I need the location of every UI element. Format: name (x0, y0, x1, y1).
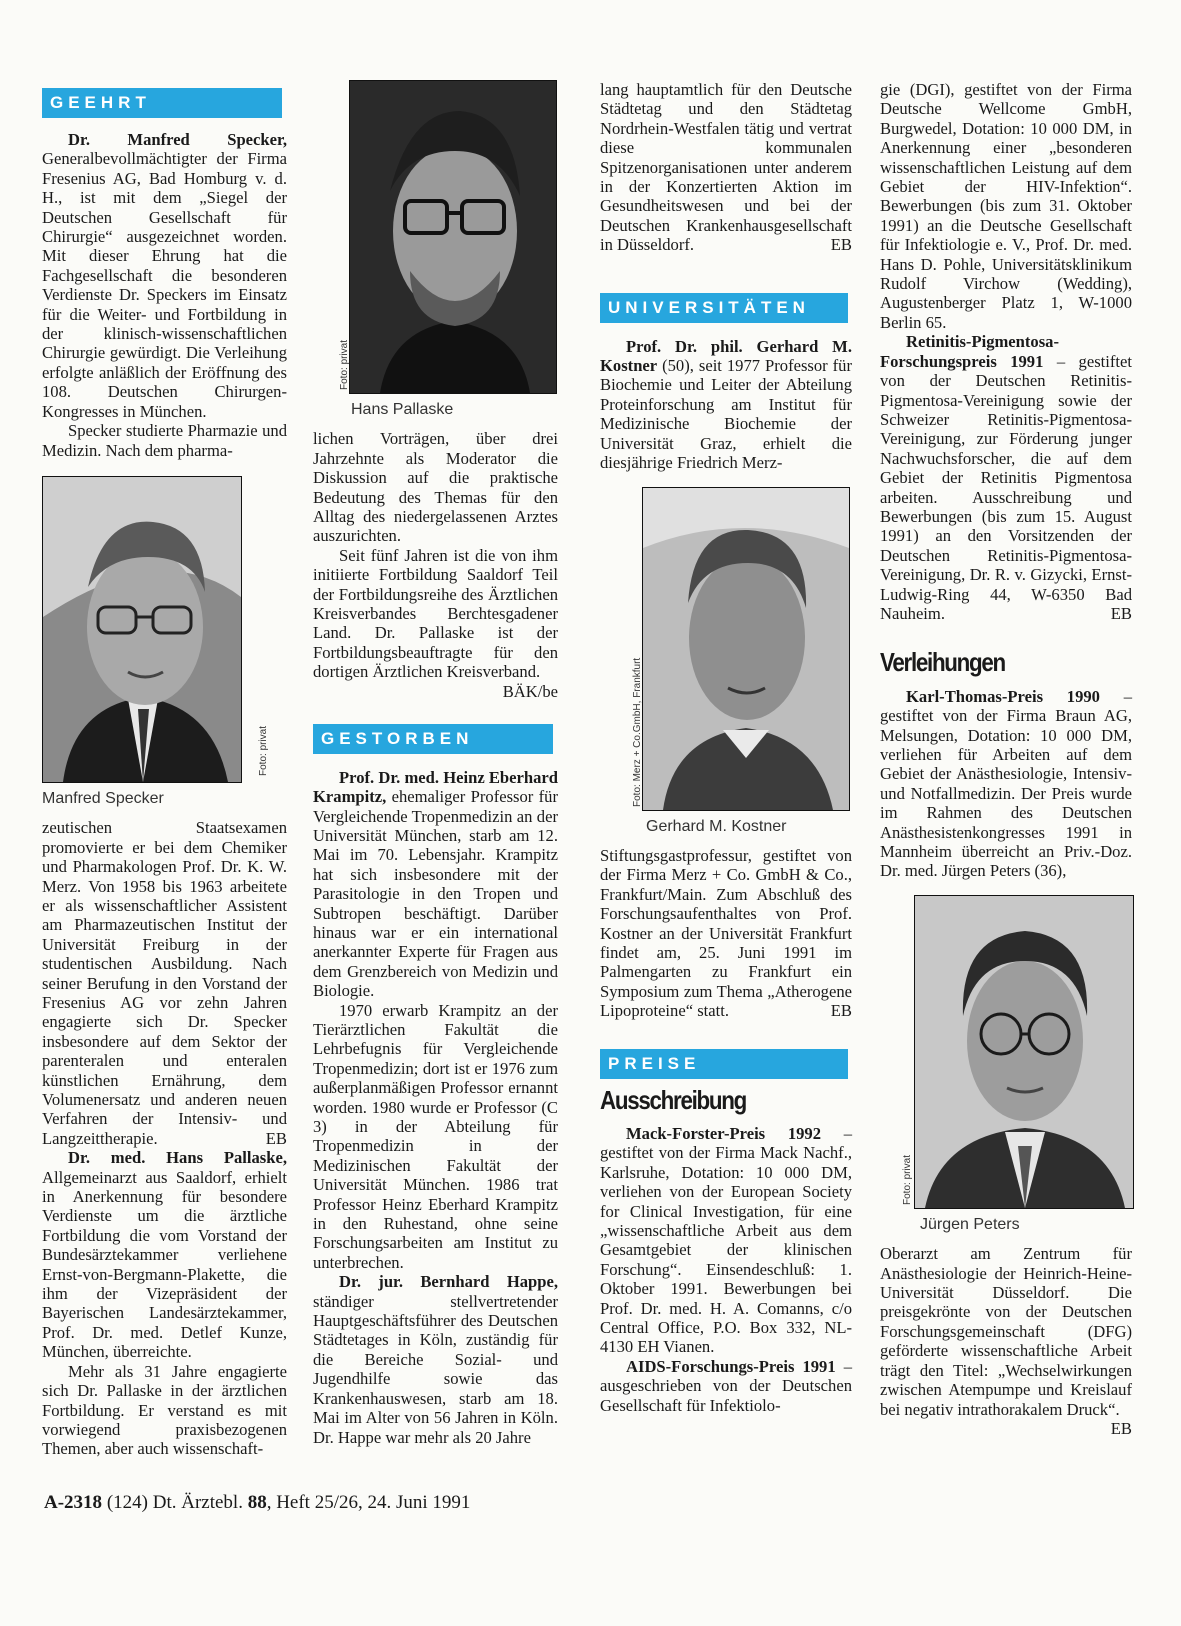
article-text: 1970 erwarb Krampitz an der Tierärztlichen Fakultät die Lehrbefugnis für Vergleichende Tropenmedizin; dort ist er 1976 zum außerplanmäßigen Professor ernannt worden. 1980 wurde er Professor (C 3) in der Abteilung für Tropenmedizin in der Medizinischen Fakultät der Universität München. 1986 trat Professor Heinz Eberhard Krampitz in den Ruhestand, ohne seine Forschungsarbeiten am Institut zu unterbrechen. (313, 1000, 558, 1272)
portrait-image (43, 477, 241, 782)
photo-caption: Gerhard M. Kostner (646, 817, 787, 835)
section-banner-geehrt: GEEHRT (42, 88, 282, 118)
journal-name: (124) Dt. Ärztebl. (106, 1492, 243, 1513)
photo-credit: Foto: privat (258, 725, 269, 776)
column-1 (42, 80, 287, 1459)
photo-block-specker (42, 476, 287, 808)
article-text: – gestiftet von der Deutschen Retinitis-Pigmentosa-Vereinigung sowie der Schweizer Retinitis-Pigmentosa-Vereinigung, zur Förderung junger Nachwuchsforscher, die auf dem Gebiet der Retinitis Pigmentosa arbeiten. Ausschreibung und Bewerbungen (bis zum 15. August 1991) an den Vorsitzenden der Deutschen Retinitis-Pigmentosa-Vereinigung, Dr. R. v. Gizycki, Ernst-Ludwig-Ring 44, W-6350 Bad Nauheim. (880, 351, 1133, 623)
article-pallaske (42, 1148, 287, 1361)
portrait-image (915, 896, 1133, 1208)
portrait-photo-kostner (642, 487, 850, 811)
photo-credit: Foto: privat (339, 339, 350, 390)
prize-name: Mack-Forster-Preis 1992 (626, 1123, 822, 1143)
portrait-photo-peters (914, 895, 1134, 1209)
column-2 (313, 80, 558, 1447)
article-text: Specker studierte Pharmazie und Medizin. Nach dem pharma- (42, 421, 287, 460)
person-name: Dr. jur. Bernhard Happe, (339, 1272, 558, 1292)
photo-caption: Hans Pallaske (351, 401, 454, 418)
page-number: A-2318 (44, 1492, 103, 1513)
article-text: Mehr als 31 Jahre engagierte sich Dr. Pallaske in der ärztlichen Fortbildung. Er verstand es mit vorwiegend praxisbezogenen Themen, aber auch wissenschaft- (42, 1361, 287, 1459)
article-text: zeutischen Staatsexamen promovierte er bei dem Chemiker und Pharmakologen Prof. Dr. K. W. Merz. Von 1958 bis 1963 arbeitete er als wissenschaftlicher Assistent am Pharmazeutischen Institut der Universität Freiburg in der studentischen Ausbildung. Nach seiner Berufung in den Vorstand der Fresenius AG vor zehn Jahren engagierte sich Dr. Specker insbesondere auf dem Sektor der parenteralen und enteralen künstlichen Ernährung, dem Volumenersatz und anderen neuen Verfahren der Intensiv- und Langzeittherapie. (42, 818, 287, 1148)
article-krampitz (313, 768, 558, 1001)
article-text (600, 80, 852, 255)
article-text: ehemaliger Professor für Vergleichende Tropenmedizin an der Universität München, starb am 12. Mai im 70. Lebensjahr. Krampitz hat sich insbesondere mit der Parasitologie in den Tropen und Subtropen beschäftigt. Darüber hinaus war er ein international anerkannter Experte für Fragen aus dem Grenzbereich von Medizin und Biologie. (313, 787, 558, 1001)
article-specker (42, 130, 287, 421)
photo-block-pallaske (313, 80, 558, 419)
author-signature: EB (830, 1001, 852, 1021)
person-name: Dr. med. Hans Pallaske, (68, 1148, 287, 1168)
subheading-verleihungen: Verleihungen (880, 647, 1005, 678)
prize-mack-forster (600, 1124, 852, 1357)
prize-name: Karl-Thomas-Preis 1990 (906, 686, 1100, 706)
portrait-photo-specker (42, 476, 242, 783)
portrait-photo-pallaske (349, 80, 557, 394)
article-text (880, 80, 1132, 332)
article-text: Stiftungsgastprofessur, gestiftet von der Firma Merz + Co. GmbH & Co., Frankfurt/Main. Zum Abschluß des Forschungsaufenthaltes von Prof. Kostner an der Universität Frankfurt findet am, 25. Juni 1991 im Palmengarten zu Frankfurt ein Symposium zum Thema „Atherogene Lipoproteine“ statt. (600, 845, 852, 1021)
column-4 (880, 80, 1132, 1438)
author-signature: BÄK/be (502, 681, 558, 701)
article-text (880, 1244, 1132, 1438)
author-signature: EB (1110, 603, 1132, 623)
prize-name: Retinitis-Pigmentosa-Forschungspreis 1991 (880, 332, 1060, 371)
article-text: (50), seit 1977 Professor für Biochemie und Leiter der Abteilung Proteinforschung am Institut für Medizinische Biochemie der Universität Graz, erhielt die diesjährige Friedrich Merz- (600, 356, 852, 473)
issue-info: , Heft 25/26, 24. Juni 1991 (266, 1492, 471, 1513)
prize-aids (600, 1357, 852, 1415)
author-signature: EB (830, 235, 852, 255)
article-text: Oberarzt am Zentrum für Anästhesiologie der Heinrich-Heine-Universität Düsseldorf. Die preisgekrönte von der Deutschen Forschungsgemeinschaft (DFG) geförderte wissenschaftliche Arbeit trägt den Titel: „Wechselwirkungen zwischen Atempumpe und Kreislauf bei negativ intrathorakalem Druck“. (880, 1244, 1132, 1419)
article-text: lang hauptamtlich für den Deutsche Städtetag und den Städtetag Nordrhein-Westfalen tätig und vertrat diese kommunalen Spitzenorganisationen unter anderem in der Konzertierten Aktion im Gesundheitswesen und bei der Deutschen Krankenhausgesellschaft in Düsseldorf. (600, 80, 852, 255)
subheading-ausschreibung: Ausschreibung (600, 1084, 746, 1115)
person-name: Dr. Manfred Specker, (68, 130, 287, 149)
article-text (313, 545, 558, 701)
photo-block-kostner (600, 487, 852, 836)
article-text (600, 846, 852, 1021)
author-signature: EB (1110, 1418, 1132, 1438)
person-name: Prof. Dr. phil. Gerhard M. Kostner (600, 336, 852, 376)
article-text: Allgemeinarzt aus Saaldorf, erhielt in Anerkennung für besondere Verdienste um die ärztliche Fortbildung die vom Vorstand der Bundesärztekammer verliehene Ernst-von-Bergmann-Plakette, die ihm der Vizepräsident der Bayerischen Landesärztekammer, Prof. Dr. med. Detlef Kunze, München, überreichte. (42, 1167, 287, 1362)
prize-name: AIDS-Forschungs-Preis 1991 (626, 1356, 836, 1376)
article-text (42, 818, 287, 1148)
article-text: – gestiftet von der Firma Braun AG, Melsungen, Dotation: 10 000 DM, verliehen für Arbeiten auf dem Gebiet der Anästhesiologie, Intensiv- und Notfallmedizin. Der Preis wurde im Rahmen des Deutschen Anästhesistenkongresses 1991 in Mannheim überreicht an Priv.-Doz. Dr. med. Jürgen Peters (36), (880, 686, 1132, 881)
article-text: gie (DGI), gestiftet von der Firma Deutsche Wellcome GmbH, Burgwedel, Dotation: 10 000 DM, in Anerkennung einer „besonderen wissenschaftlichen Leistung auf dem Gebiet der HIV-Infektion“. Bewerbungen (bis zum 31. Oktober 1991) an die Deutsche Gesellschaft für Infektiologie e. V., Prof. Dr. med. Hans D. Pohle, Universitätsklinikum Rudolf Virchow (Wedding), Augustenberger Platz 1, W-1000 Berlin 65. (880, 80, 1132, 332)
article-text: – ausgeschrieben von der Deutschen Gesellschaft für Infektiolo- (600, 1356, 852, 1415)
section-banner-preise: PREISE (600, 1049, 848, 1079)
portrait-image (350, 81, 556, 393)
photo-caption: Manfred Specker (42, 789, 164, 807)
article-text: Generalbevollmächtigter der Firma Fresenius AG, Bad Homburg v. d. H., ist mit dem „Siegel der Deutschen Gesellschaft für Chirurgie“ ausgezeichnet worden. Mit dieser Ehrung hat die Fachgesellschaft die besonderen Verdienste Dr. Speckers im Einsatz für die Weiter- und Fortbildung in der klinisch-wissenschaftlichen Chirurgie gewürdigt. Die Verleihung erfolgte anläßlich der Eröffnung des 108. Deutschen Chirurgen-Kongresses in München. (42, 149, 287, 421)
photo-credit: Foto: Merz + Co.GmbH, Frankfurt (632, 657, 643, 807)
person-name: Prof. Dr. med. Heinz Eberhard Krampitz, (313, 767, 558, 807)
article-text: lichen Vorträgen, über drei Jahrzehnte als Moderator die Diskussion auf die praktische Bedeutung des Themas für den Alltag des niedergelassenen Arztes auszurichten. (313, 429, 558, 546)
page-footer (44, 1492, 470, 1514)
article-text: Seit fünf Jahren ist die von ihm initiierte Fortbildung Saaldorf Teil der Fortbildungsreihe des Ärztlichen Kreisverbandes Berchtesgadener Land. Dr. Pallaske ist der Fortbildungsbeauftragte für den dortigen Ärztlichen Kreisverband. (313, 545, 558, 682)
article-text: ständiger stellvertretender Hauptgeschäftsführer des Deutschen Städtetages in Köln, zuständig für die Bereiche Sozial- und Jugendhilfe sowie das Krankenhauswesen, starb am 18. Mai im Alter von 56 Jahren in Köln. Dr. Happe war mehr als 20 Jahre (313, 1291, 558, 1447)
column-3 (600, 80, 852, 1415)
photo-credit: Foto: privat (902, 1154, 913, 1205)
photo-block-peters (880, 895, 1132, 1234)
prize-retinitis (880, 332, 1132, 623)
article-happe (313, 1272, 558, 1447)
volume-number: 88 (247, 1492, 267, 1513)
article-text: – gestiftet von der Firma Mack Nachf., Karlsruhe, Dotation: 10 000 DM, verliehen von der European Society for Clinical Investigation, für eine „wissenschaftliche Arbeit aus dem Gesamtgebiet der klinischen Forschung“. Einsendeschluß: 1. Oktober 1991. Bewerbungen bei Prof. Dr. med. H. A. Comanns, c/o Central Office, P.O. Box 332, NL-4130 EH Vianen. (600, 1123, 852, 1357)
photo-caption: Jürgen Peters (920, 1215, 1020, 1233)
section-banner-gestorben: GESTORBEN (313, 724, 553, 754)
prize-karl-thomas (880, 687, 1132, 881)
article-kostner (600, 337, 852, 473)
portrait-image (643, 488, 849, 810)
author-signature: EB (265, 1128, 287, 1148)
section-banner-universitaeten: UNIVERSITÄTEN (600, 293, 848, 323)
